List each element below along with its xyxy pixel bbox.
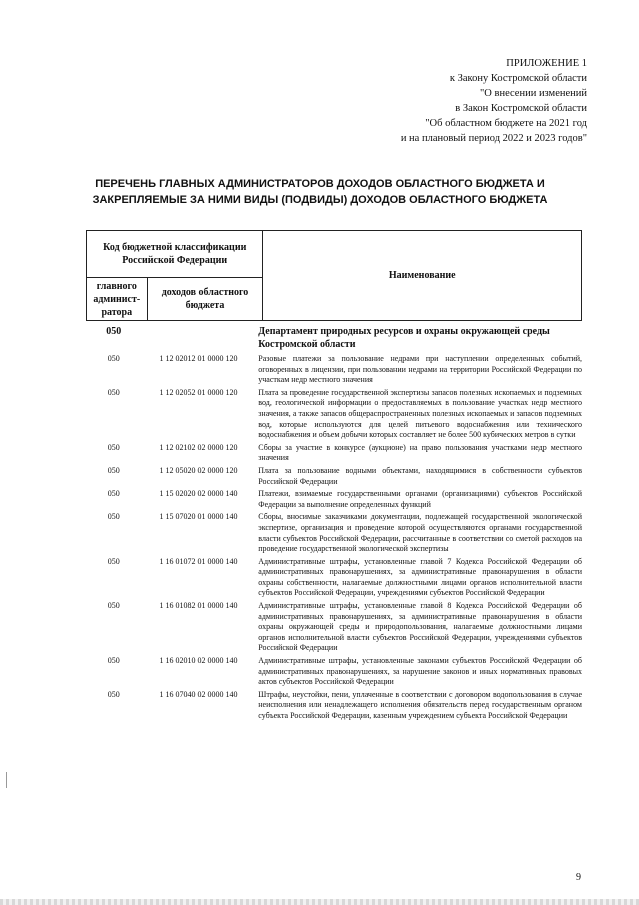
appendix-line: в Закон Костромской области bbox=[455, 103, 587, 114]
revenue-table bbox=[86, 325, 582, 724]
revenue-name: Административные штрафы, установленные законами субъектов Российской Федерации об административных правонарушениях, за нарушение законов и иных нормативных правовых актов субъектов Российской Федерации bbox=[258, 656, 582, 687]
table-row bbox=[86, 443, 582, 466]
admin-code: 050 bbox=[107, 512, 120, 522]
department-code-empty bbox=[142, 325, 256, 354]
table-row bbox=[86, 354, 582, 388]
department-name: Департамент природных ресурсов и охраны окружающей среды Костромской области bbox=[258, 326, 550, 350]
title-line: ПЕРЕЧЕНЬ ГЛАВНЫХ АДМИНИСТРАТОРОВ ДОХОДОВ ОБЛАСТНОГО БЮДЖЕТА И bbox=[95, 178, 545, 190]
department-row bbox=[86, 325, 582, 354]
revenue-code: 1 16 01072 01 0000 140 bbox=[159, 556, 238, 566]
table-row bbox=[86, 656, 582, 690]
table-header bbox=[86, 230, 582, 321]
scan-mark bbox=[6, 772, 7, 788]
admin-code: 050 bbox=[107, 556, 120, 566]
revenue-name: Административные штрафы, установленные главой 7 Кодекса Российской Федерации об административных правонарушениях, за административные правонарушения в области охраны собственности, налагаемые должностными лицами органов исполнительной власти субъектов Российской Федерации, учреждениями субъектов Российской Федерации bbox=[258, 556, 582, 598]
appendix-line: к Закону Костромской области bbox=[449, 73, 587, 84]
revenue-name: Штрафы, неустойки, пени, уплаченные в соответствии с договором водопользования в случае неисполнения или ненадлежащего исполнения обязательств перед государственным органом субъекта Российской Федерации, казенным учреждением субъекта Российской Федерации bbox=[258, 689, 582, 720]
revenue-code: 1 12 05020 02 0000 120 bbox=[159, 465, 238, 475]
revenue-code: 1 12 02012 01 0000 120 bbox=[159, 354, 238, 363]
appendix-line: и на плановый период 2022 и 2023 годов" bbox=[400, 133, 587, 144]
revenue-name: Плата за пользование водными объектами, находящимися в собственности субъектов Российской Федерации bbox=[258, 465, 582, 486]
department-code: 050 bbox=[106, 326, 122, 337]
admin-code: 050 bbox=[107, 354, 120, 363]
revenue-name: Разовые платежи за пользование недрами при наступлении определенных событий, оговоренных в лицензии, при пользовании недрами на территории Российской Федерации по участкам недр местного значения bbox=[258, 354, 582, 385]
admin-header: главного админист-ратора bbox=[87, 278, 148, 321]
title-line: ЗАКРЕПЛЯЕМЫЕ ЗА НИМИ ВИДЫ (ПОДВИДЫ) ДОХОДОВ ОБЛАСТНОГО БЮДЖЕТА bbox=[92, 194, 548, 206]
revenue-code: 1 15 02020 02 0000 140 bbox=[159, 489, 238, 499]
admin-code: 050 bbox=[107, 689, 120, 699]
admin-code: 050 bbox=[107, 489, 120, 499]
table-row bbox=[86, 388, 582, 443]
revenue-name: Плата за проведение государственной экспертизы запасов полезных ископаемых и подземных вод, геологической информации о предоставляемых в пользование участках недр местного значения, а также запасов общераспространенных полезных ископаемых и запасов подземных вод, которые используются для целей питьевого водоснабжения или технического водоснабжения и объем добычи которых составляет не более 500 кубических метров в сутки bbox=[258, 387, 582, 440]
scan-edge bbox=[0, 899, 639, 905]
revenue-code: 1 12 02052 01 0000 120 bbox=[159, 387, 238, 397]
revenue-code: 1 12 02102 02 0000 120 bbox=[159, 442, 238, 452]
revenue-code: 1 16 02010 02 0000 140 bbox=[159, 656, 238, 666]
revenue-header: доходов областного бюджета bbox=[147, 278, 263, 321]
name-header: Наименование bbox=[263, 231, 582, 321]
appendix-block bbox=[267, 56, 587, 146]
revenue-code: 1 15 07020 01 0000 140 bbox=[159, 512, 238, 522]
appendix-line: "О внесении изменений bbox=[480, 88, 587, 99]
admin-code: 050 bbox=[107, 656, 120, 666]
document-title bbox=[70, 176, 570, 208]
revenue-code: 1 16 01082 01 0000 140 bbox=[159, 601, 238, 611]
table-row bbox=[86, 557, 582, 601]
page-number: 9 bbox=[576, 872, 581, 883]
revenue-name: Сборы, вносимые заказчиками документации, подлежащей государственной экологической экспертизе, организация и проведение которой осуществляются органами государственной власти субъектов Российской Федерации, рассчитанные в соответствии со сметой расходов на проведение государственной экологической экспертизы bbox=[258, 512, 582, 554]
table-row bbox=[86, 690, 582, 724]
table-row bbox=[86, 601, 582, 656]
admin-code: 050 bbox=[107, 442, 120, 452]
table-row bbox=[86, 489, 582, 512]
appendix-line: "Об областном бюджете на 2021 год bbox=[425, 118, 587, 129]
revenue-name: Платежи, взимаемые государственными органами (организациями) субъектов Российской Федерации за выполнение определенных функций bbox=[258, 489, 582, 509]
admin-code: 050 bbox=[107, 387, 120, 397]
admin-code: 050 bbox=[107, 465, 120, 475]
table-row bbox=[86, 512, 582, 556]
revenue-code: 1 16 07040 02 0000 140 bbox=[159, 689, 238, 699]
revenue-name: Сборы за участие в конкурсе (аукционе) на право пользования участками недр местного значения bbox=[258, 442, 582, 463]
admin-code: 050 bbox=[107, 601, 120, 611]
revenue-name: Административные штрафы, установленные главой 8 Кодекса Российской Федерации об административных правонарушениях, за административные правонарушения в области охраны окружающей среды и природопользования, налагаемые должностными лицами органов исполнительной власти субъектов Российской Федерации, учреждениями субъектов Российской Федерации bbox=[258, 601, 582, 653]
kbk-header: Код бюджетной классификации Российской Федерации bbox=[87, 231, 263, 278]
appendix-line: ПРИЛОЖЕНИЕ 1 bbox=[506, 58, 587, 69]
table-body bbox=[86, 325, 582, 724]
table-row bbox=[86, 466, 582, 489]
